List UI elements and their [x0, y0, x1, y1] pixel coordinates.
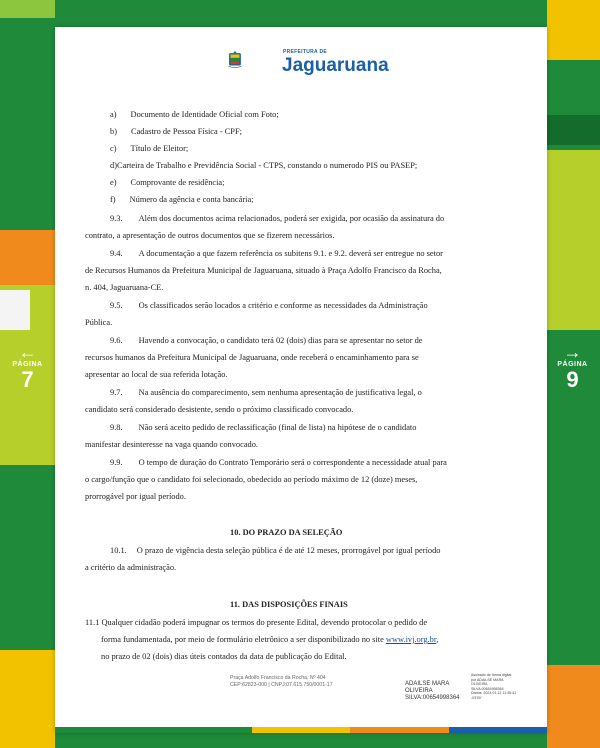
- list-item: b) Cadastro de Pessoa Física - CPF;: [110, 127, 242, 136]
- paragraph-9-5-line1: 9.5. Os classificados serão locados a critério e conforme as necessidades da Administração: [110, 301, 428, 310]
- paragraph-10-1-line1: 10.1. O prazo de vigência desta seleção pública é de até 12 meses, prorrogável por igual período: [110, 546, 441, 555]
- paragraph-10-1-line2: a critério da administração.: [85, 563, 177, 572]
- next-page-number: 9: [566, 367, 579, 392]
- footer-address-line2: CEP:62823-000 | CNPJ:07.615.750/0001-17: [230, 682, 333, 688]
- bg-stripe-yellow-bottom-left: [0, 650, 55, 748]
- brand-small-text: PREFEITURA DE: [283, 49, 327, 55]
- footer-address: [230, 675, 333, 689]
- paragraph-9-6-line1: 9.6. Havendo a convocação, o candidato terá 02 (dois) dias para se apresentar no setor de: [110, 336, 423, 345]
- paragraph-9-8-line1: 9.8. Não será aceito pedido de reclassificação (final de lista) na hipótese de o candidato: [110, 423, 417, 432]
- bg-stripe-lime-right: [547, 150, 600, 330]
- paragraph-9-3-line2: contrato, a apresentação de outros documentos que se fizerem necessários.: [85, 231, 335, 240]
- section-11-title: 11. DAS DISPOSIÇÕES FINAIS: [230, 600, 348, 609]
- bg-stripe-orange-right: [547, 0, 600, 60]
- paragraph-9-7-line2: candidato será considerado desistente, sendo o próximo classificado convocado.: [85, 405, 354, 414]
- section-10-title: 10. DO PRAZO DA SELEÇÃO: [230, 528, 343, 537]
- next-page-label: PÁGINA: [557, 361, 588, 368]
- paragraph-9-7-line1: 9.7. Na ausência do comparecimento, sem nenhuma apresentação de justificativa legal, o: [110, 388, 422, 397]
- city-crest-icon: [227, 32, 279, 88]
- paragraph-9-4-line2: de Recursos Humanos da Prefeitura Municipal de Jaguaruana, situado à Praça Adolfo Francisco da Rocha,: [85, 266, 442, 275]
- bg-stripe-white-left: [0, 290, 30, 330]
- list-item: c) Título de Eleitor;: [110, 144, 189, 153]
- bg-stripe-green-right-block: [547, 115, 600, 145]
- next-page-nav[interactable]: [550, 343, 595, 392]
- paragraph-11-1-line3: no prazo de 02 (dois) dias úteis contados da data de publicação do Edital.: [101, 652, 347, 661]
- bg-stripe-yellow-left: [0, 0, 55, 18]
- paragraph-9-6-line2: recursos humanos da Prefeitura Municipal de Jaguaruana, onde receberá o encaminhamento para se: [85, 353, 419, 362]
- arrow-left-icon: ←: [18, 342, 37, 362]
- prev-page-label: PÁGINA: [12, 361, 43, 368]
- list-item: e) Comprovante de residência;: [110, 178, 225, 187]
- paragraph-9-4-line3: n. 404, Jaguaruana-CE.: [85, 283, 164, 292]
- prev-page-number: 7: [21, 367, 34, 392]
- list-item: a) Documento de Identidade Oficial com Foto;: [110, 110, 279, 119]
- paragraph-11-1-line1: 11.1 Qualquer cidadão poderá impugnar os termos do presente Edital, devendo protocolar o pedido de: [85, 618, 428, 627]
- footer-address-line1: Praça Adolfo Francisco da Rocha, Nº 404: [230, 675, 326, 681]
- list-item: f) Número da agência e conta bancária;: [110, 195, 254, 204]
- arrow-right-icon: →: [563, 342, 582, 362]
- paragraph-9-3-line1: 9.3. Além dos documentos acima relacionados, poderá ser exigida, por ocasião da assinatura do: [110, 214, 445, 223]
- bg-stripe-orange-bottom-right: [547, 665, 600, 748]
- document-page: [55, 27, 547, 733]
- bg-stripe-top: [0, 0, 600, 27]
- paragraph-9-9-line2: o cargo/função que o candidato foi selecionado, obedecido ao período máximo de 12 (doze) meses,: [85, 475, 418, 484]
- ivj-website-link[interactable]: www.ivj.org.br: [385, 635, 437, 644]
- prev-page-nav[interactable]: [5, 343, 50, 392]
- paragraph-9-4-line1: 9.4. A documentação a que fazem referência os subitens 9.1. e 9.2. deverá ser entregue no setor: [110, 249, 443, 258]
- digital-signature-name: ADAILSE MARA OLIVEIRA SILVA:00654998364: [405, 681, 460, 701]
- list-item: d)Carteira de Trabalho e Previdência Social - CTPS, constando o numerodo PIS ou PASEP;: [110, 161, 418, 170]
- footer-color-bar: [55, 727, 547, 733]
- digital-signature-details: Assinado de forma digital por ADAILSE MARA OLIVEIRA SILVA:00654998364 Dados: 2023.01.12 11:35:41 -03'00': [471, 673, 517, 700]
- brand-name: Jaguaruana: [282, 55, 389, 76]
- bg-stripe-orange-left: [0, 230, 55, 285]
- paragraph-9-9-line3: prorrogável por igual período.: [85, 492, 186, 501]
- paragraph-9-6-line3: apresentar ao local de sua referida lotação.: [85, 370, 228, 379]
- paragraph-9-9-line1: 9.9. O tempo de duração do Contrato Temporário será o correspondente a necessidade atual para: [110, 458, 447, 467]
- paragraph-9-5-line2: Pública.: [85, 318, 113, 327]
- paragraph-9-8-line2: manifestar desinteresse na vaga quando convocado.: [85, 440, 259, 449]
- paragraph-11-1-line2: forma fundamentada, por meio de formulário eletrônico a ser disponibilizado no site www.ivj.org.br,: [101, 635, 439, 644]
